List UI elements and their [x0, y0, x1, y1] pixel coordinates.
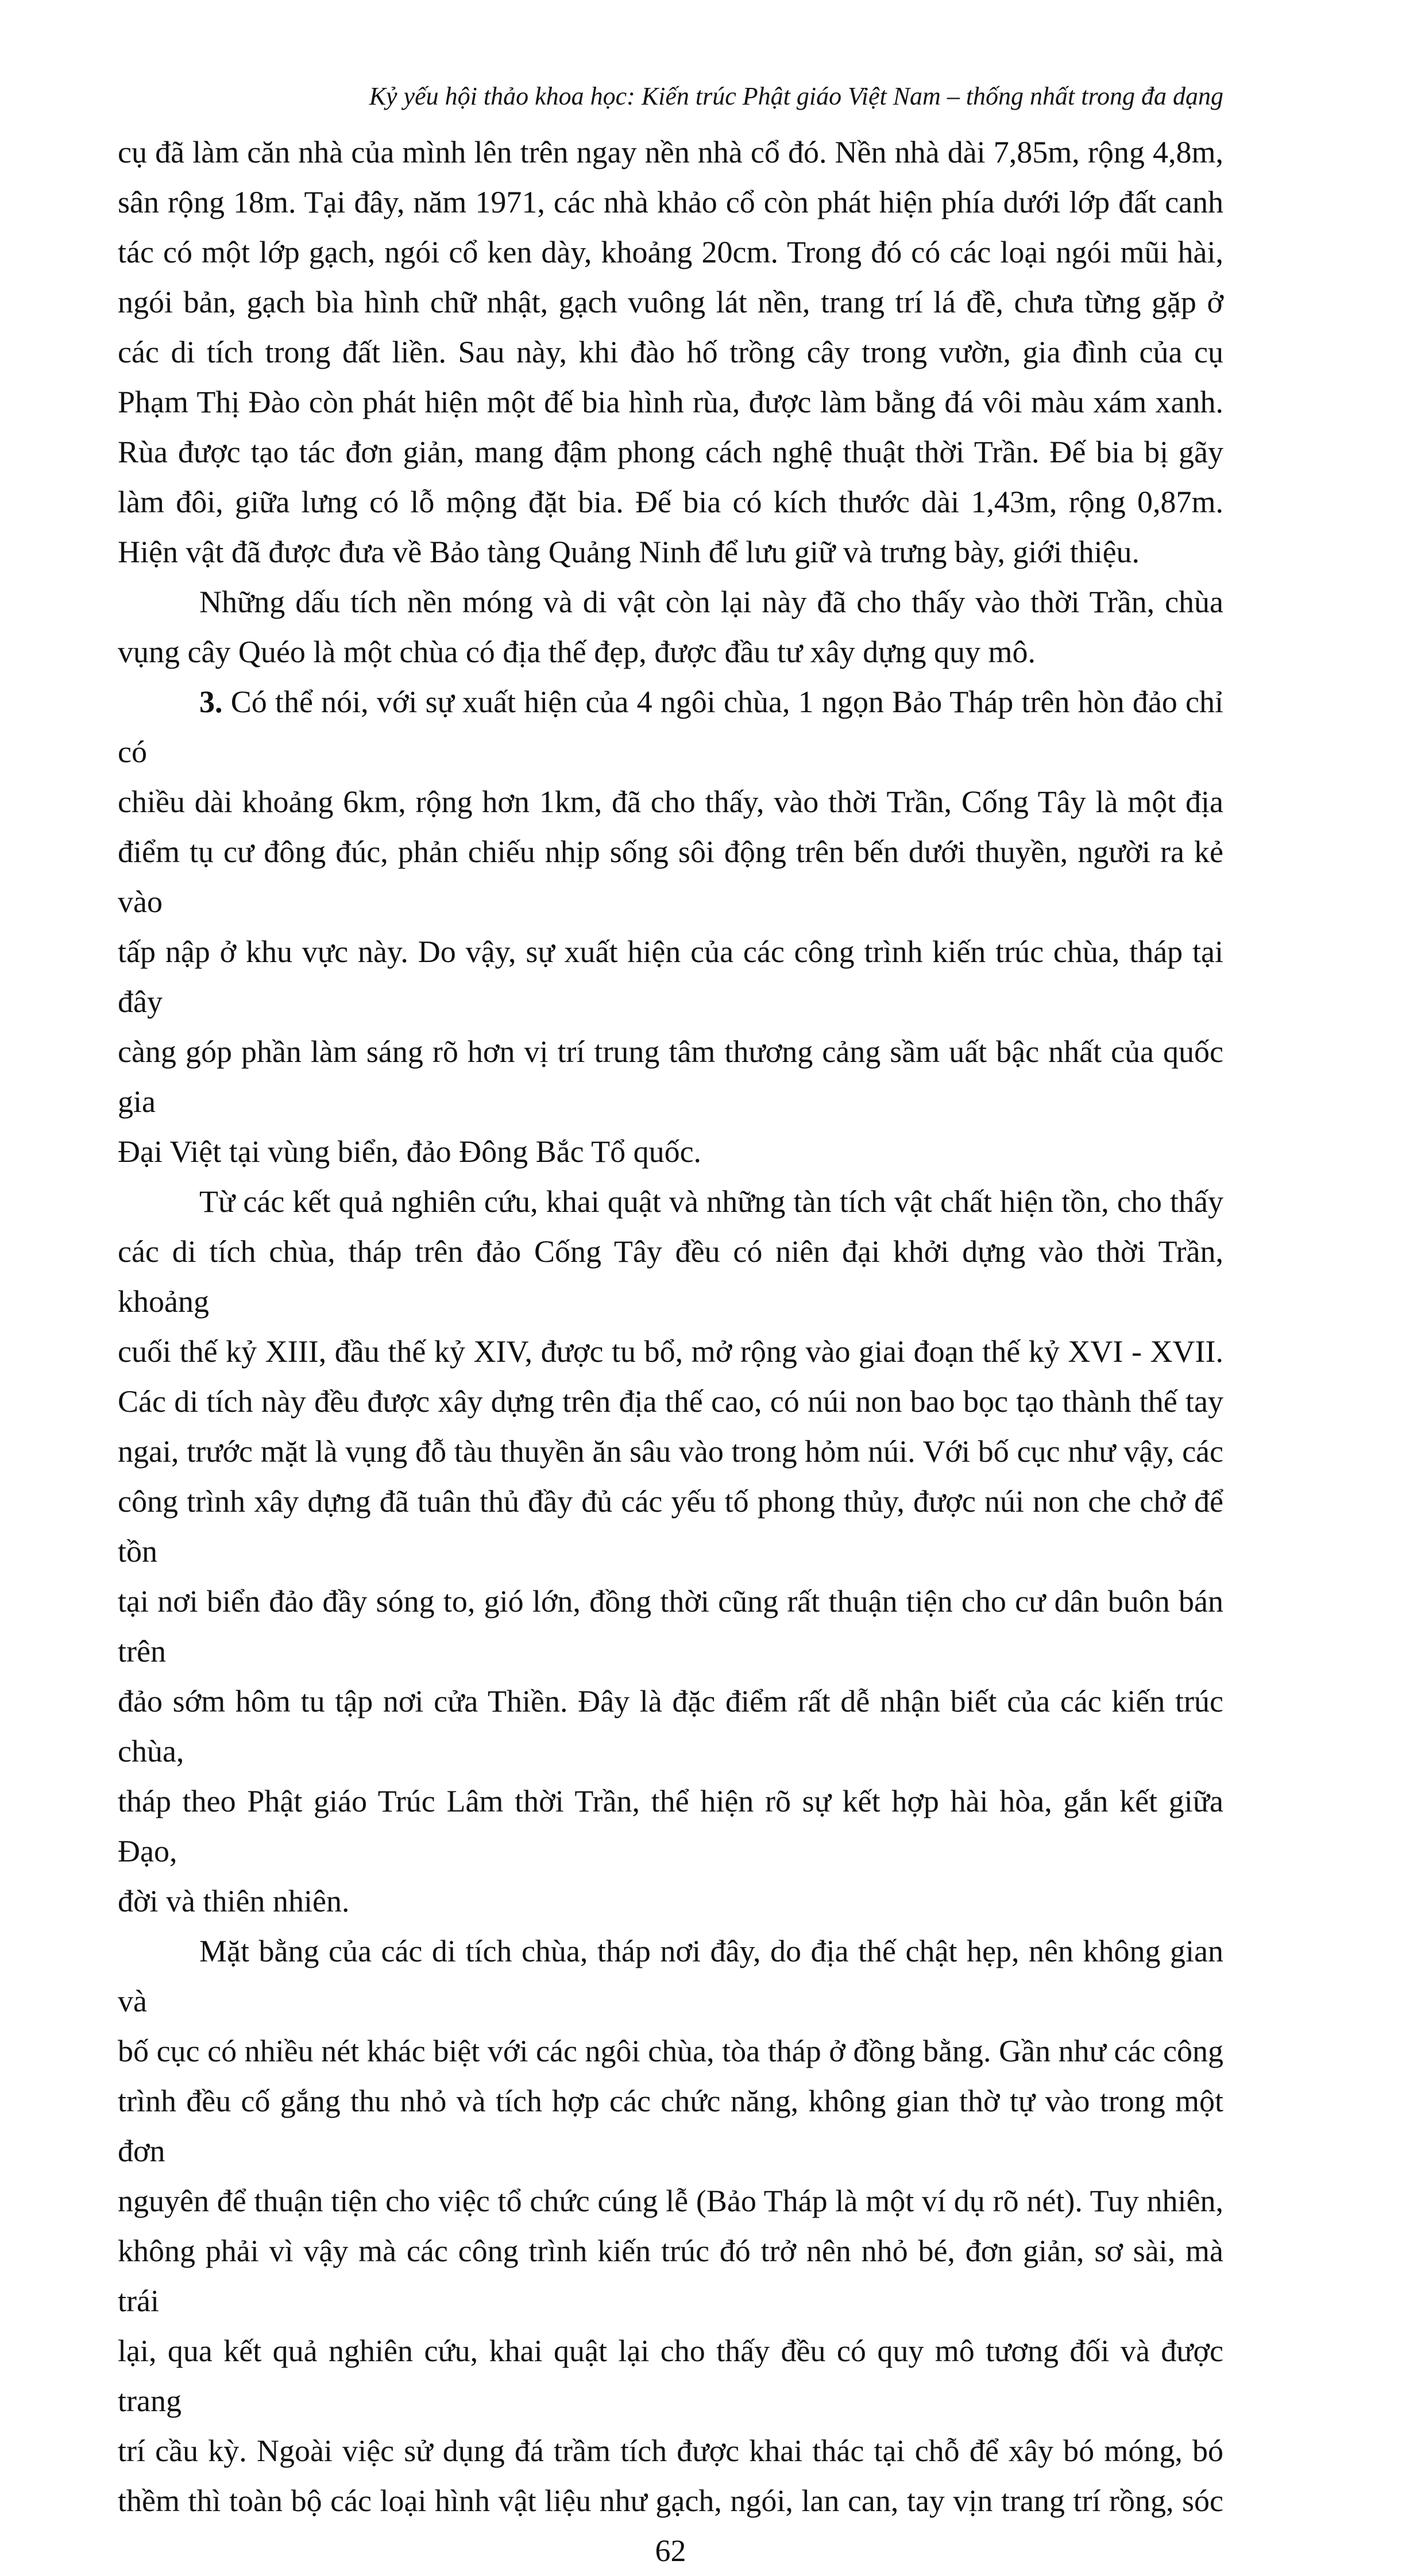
text-line: làm đôi, giữa lưng có lỗ mộng đặt bia. Đế bia có kích thước dài 1,43m, rộng 0,87m.	[118, 485, 1223, 519]
text-line: sân rộng 18m. Tại đây, năm 1971, các nhà khảo cổ còn phát hiện phía dưới lớp đất canh	[118, 185, 1223, 219]
text-line: Rùa được tạo tác đơn giản, mang đậm phong cách nghệ thuật thời Trần. Đế bia bị gãy	[118, 435, 1223, 469]
paragraphs	[118, 128, 1223, 2526]
text-line: cuối thế kỷ XIII, đầu thế kỷ XIV, được tu bổ, mở rộng vào giai đoạn thế kỷ XVI - XVII.	[118, 1334, 1223, 1369]
text-line: lại, qua kết quả nghiên cứu, khai quật lại cho thấy đều có quy mô tương đối và được trang	[118, 2334, 1223, 2418]
text-line: các di tích chùa, tháp trên đảo Cống Tây đều có niên đại khởi dựng vào thời Trần, khoảng	[118, 1234, 1223, 1319]
text-line: càng góp phần làm sáng rõ hơn vị trí trung tâm thương cảng sầm uất bậc nhất của quốc gia	[118, 1034, 1223, 1119]
text-line: trí cầu kỳ. Ngoài việc sử dụng đá trầm tích được khai thác tại chỗ để xây bó móng, bó	[118, 2434, 1223, 2468]
text-line: tháp theo Phật giáo Trúc Lâm thời Trần, thể hiện rõ sự kết hợp hài hòa, gắn kết giữa Đạo,	[118, 1784, 1223, 1868]
running-header-title: Kiến trúc Phật giáo Việt Nam – thống nhất trong đa dạng	[641, 82, 1223, 110]
text-line: 3. Có thể nói, với sự xuất hiện của 4 ngôi chùa, 1 ngọn Bảo Tháp trên hòn đảo chỉ có	[118, 685, 1223, 769]
running-header	[118, 80, 1223, 113]
text-line: vụng cây Quéo là một chùa có địa thế đẹp, được đầu tư xây dựng quy mô.	[118, 635, 1036, 669]
page-number: 62	[655, 2533, 686, 2568]
text-line: công trình xây dựng đã tuân thủ đầy đủ các yếu tố phong thủy, được núi non che chở để tồn	[118, 1484, 1223, 1569]
text-line: ngói bản, gạch bìa hình chữ nhật, gạch vuông lát nền, trang trí lá đề, chưa từng gặp ở	[118, 285, 1223, 319]
running-header-prefix: Kỷ yếu hội thảo khoa học:	[369, 82, 642, 110]
text-line: tác có một lớp gạch, ngói cổ ken dày, khoảng 20cm. Trong đó có các loại ngói mũi hài,	[118, 235, 1223, 269]
text-line: Đại Việt tại vùng biển, đảo Đông Bắc Tổ quốc.	[118, 1134, 702, 1169]
text-line: nguyên để thuận tiện cho việc tổ chức cúng lễ (Bảo Tháp là một ví dụ rõ nét). Tuy nhiên,	[118, 2184, 1223, 2218]
body-text	[118, 128, 1223, 2576]
text-line: đời và thiên nhiên.	[118, 1884, 350, 1918]
text-line: đảo sớm hôm tu tập nơi cửa Thiền. Đây là đặc điểm rất dễ nhận biết của các kiến trúc chùa,	[118, 1684, 1223, 1768]
text-line: ngai, trước mặt là vụng đỗ tàu thuyền ăn sâu vào trong hỏm núi. Với bố cục như vậy, các	[118, 1434, 1223, 1469]
text-line: Phạm Thị Đào còn phát hiện một đế bia hình rùa, được làm bằng đá vôi màu xám xanh.	[118, 385, 1223, 419]
text-line: bố cục có nhiều nét khác biệt với các ngôi chùa, tòa tháp ở đồng bằng. Gần như các công	[118, 2034, 1223, 2068]
text-line: Hiện vật đã được đưa về Bảo tàng Quảng Ninh để lưu giữ và trưng bày, giới thiệu.	[118, 535, 1140, 569]
text-line: không phải vì vậy mà các công trình kiến trúc đó trở nên nhỏ bé, đơn giản, sơ sài, mà trái	[118, 2234, 1223, 2318]
text-line: chiều dài khoảng 6km, rộng hơn 1km, đã cho thấy, vào thời Trần, Cống Tây là một địa	[118, 785, 1223, 819]
text-line: Các di tích này đều được xây dựng trên địa thế cao, có núi non bao bọc tạo thành thế tay	[118, 1384, 1223, 1419]
text-line: Mặt bằng của các di tích chùa, tháp nơi đây, do địa thế chật hẹp, nên không gian và	[118, 1934, 1223, 2018]
text-line: Những dấu tích nền móng và di vật còn lại này đã cho thấy vào thời Trần, chùa	[199, 585, 1223, 619]
text-line: điểm tụ cư đông đúc, phản chiếu nhịp sống sôi động trên bến dưới thuyền, người ra kẻ vào	[118, 835, 1223, 919]
text-line: trình đều cố gắng thu nhỏ và tích hợp các chức năng, không gian thờ tự vào trong một đơn	[118, 2084, 1223, 2168]
text-line: tấp nập ở khu vực này. Do vậy, sự xuất hiện của các công trình kiến trúc chùa, tháp tại đây	[118, 934, 1223, 1019]
text-line: thềm thì toàn bộ các loại hình vật liệu như gạch, ngói, lan can, tay vịn trang trí rồng, sóc	[118, 2484, 1223, 2518]
text-line: Từ các kết quả nghiên cứu, khai quật và những tàn tích vật chất hiện tồn, cho thấy	[199, 1184, 1223, 1219]
section-number: 3.	[199, 685, 223, 719]
text-line: các di tích trong đất liền. Sau này, khi đào hố trồng cây trong vườn, gia đình của cụ	[118, 335, 1223, 369]
text-line: cụ đã làm căn nhà của mình lên trên ngay nền nhà cổ đó. Nền nhà dài 7,85m, rộng 4,8m,	[118, 135, 1223, 169]
text-line: tại nơi biển đảo đầy sóng to, gió lớn, đồng thời cũng rất thuận tiện cho cư dân buôn bán trên	[118, 1584, 1223, 1669]
